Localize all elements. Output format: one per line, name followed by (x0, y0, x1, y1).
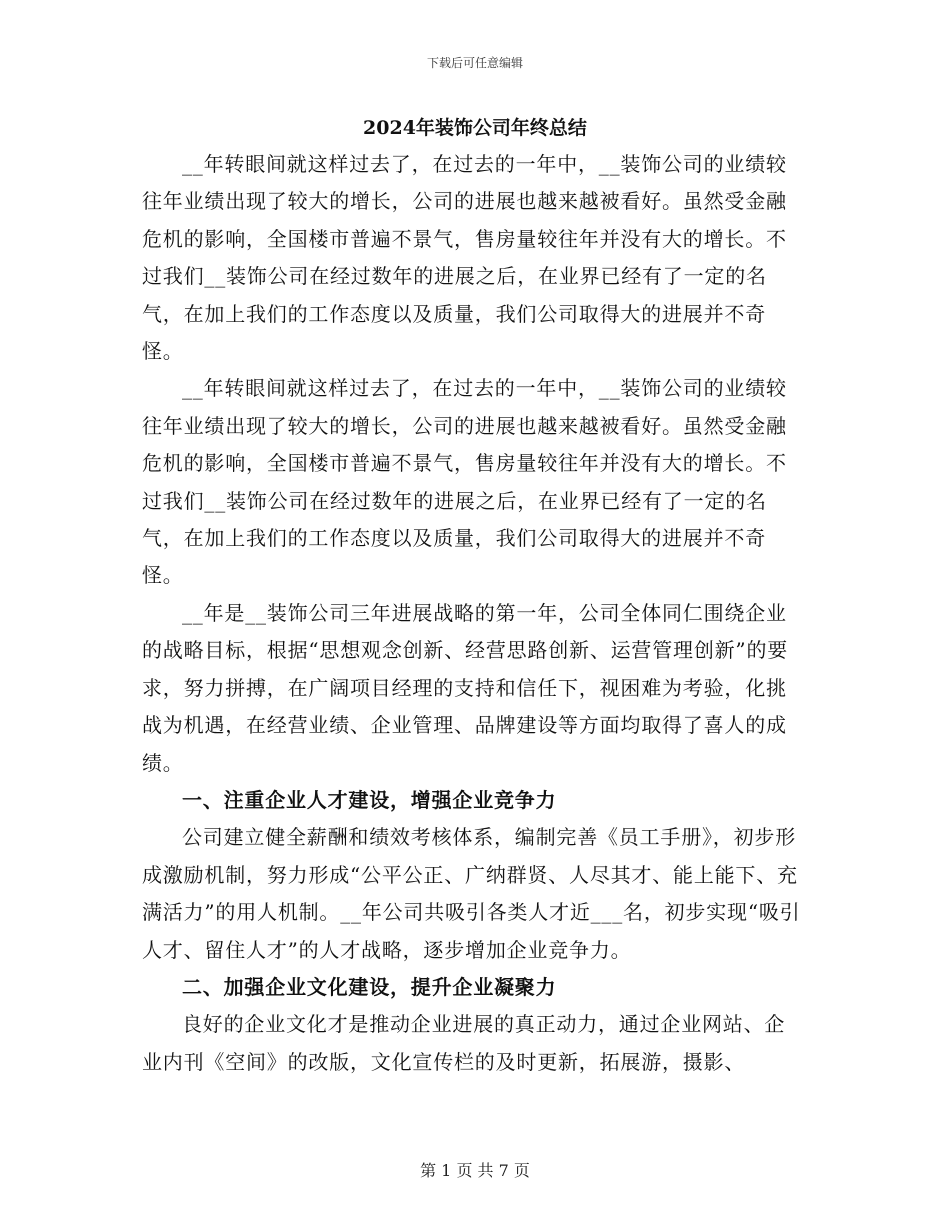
document-body (142, 110, 802, 1081)
section-heading-1: 一、注重企业人才建设，增强企业竞争力 (182, 787, 557, 812)
section-heading-2: 二、加强企业文化建设，提升企业凝聚力 (182, 974, 557, 999)
section-2-body: 良好的企业文化才是推动企业进展的真正动力，通过企业网站、企业内刊《空间》的改版，文化宣传栏的及时更新，拓展游，摄影、 (142, 1012, 786, 1074)
section-1-body: 公司建立健全薪酬和绩效考核体系，编制完善《员工手册》，初步形成激励机制，努力形成“公平公正、广纳群贤、人尽其才、能上能下、充满活力”的用人机制。__年公司共吸引各类人才近___名，初步实现“吸引人才、留住人才”的人才战略，逐步增加企业竞争力。 (142, 825, 801, 962)
paragraph-1: __年转眼间就这样过去了，在过去的一年中，__装饰公司的业绩较往年业绩出现了较大的增长，公司的进展也越来越被看好。虽然受金融危机的影响，全国楼市普遍不景气，售房量较往年并没有大的增长。不过我们__装饰公司在经过数年的进展之后，在业界已经有了一定的名气，在加上我们的工作态度以及质量，我们公司取得大的进展并不奇怪。 (142, 152, 787, 364)
paragraph-3: __年是__装饰公司三年进展战略的第一年，公司全体同仁围绕企业的战略目标，根据“思想观念创新、经营思路创新、运营管理创新”的要求，努力拼搏，在广阔项目经理的支持和信任下，视困难为考验，化挑战为机遇，在经营业绩、企业管理、品牌建设等方面均取得了喜人的成绩。 (142, 600, 789, 775)
page-number: 第 1 页 共 7 页 (420, 1161, 530, 1180)
header-note: 下载后可任意编辑 (426, 56, 523, 70)
document-title: 2024年装饰公司年终总结 (363, 117, 587, 139)
paragraph-2: __年转眼间就这样过去了，在过去的一年中，__装饰公司的业绩较往年业绩出现了较大的增长，公司的进展也越来越被看好。虽然受金融危机的影响，全国楼市普遍不景气，售房量较往年并没有大的增长。不过我们__装饰公司在经过数年的进展之后，在业界已经有了一定的名气，在加上我们的工作态度以及质量，我们公司取得大的进展并不奇怪。 (142, 376, 787, 588)
